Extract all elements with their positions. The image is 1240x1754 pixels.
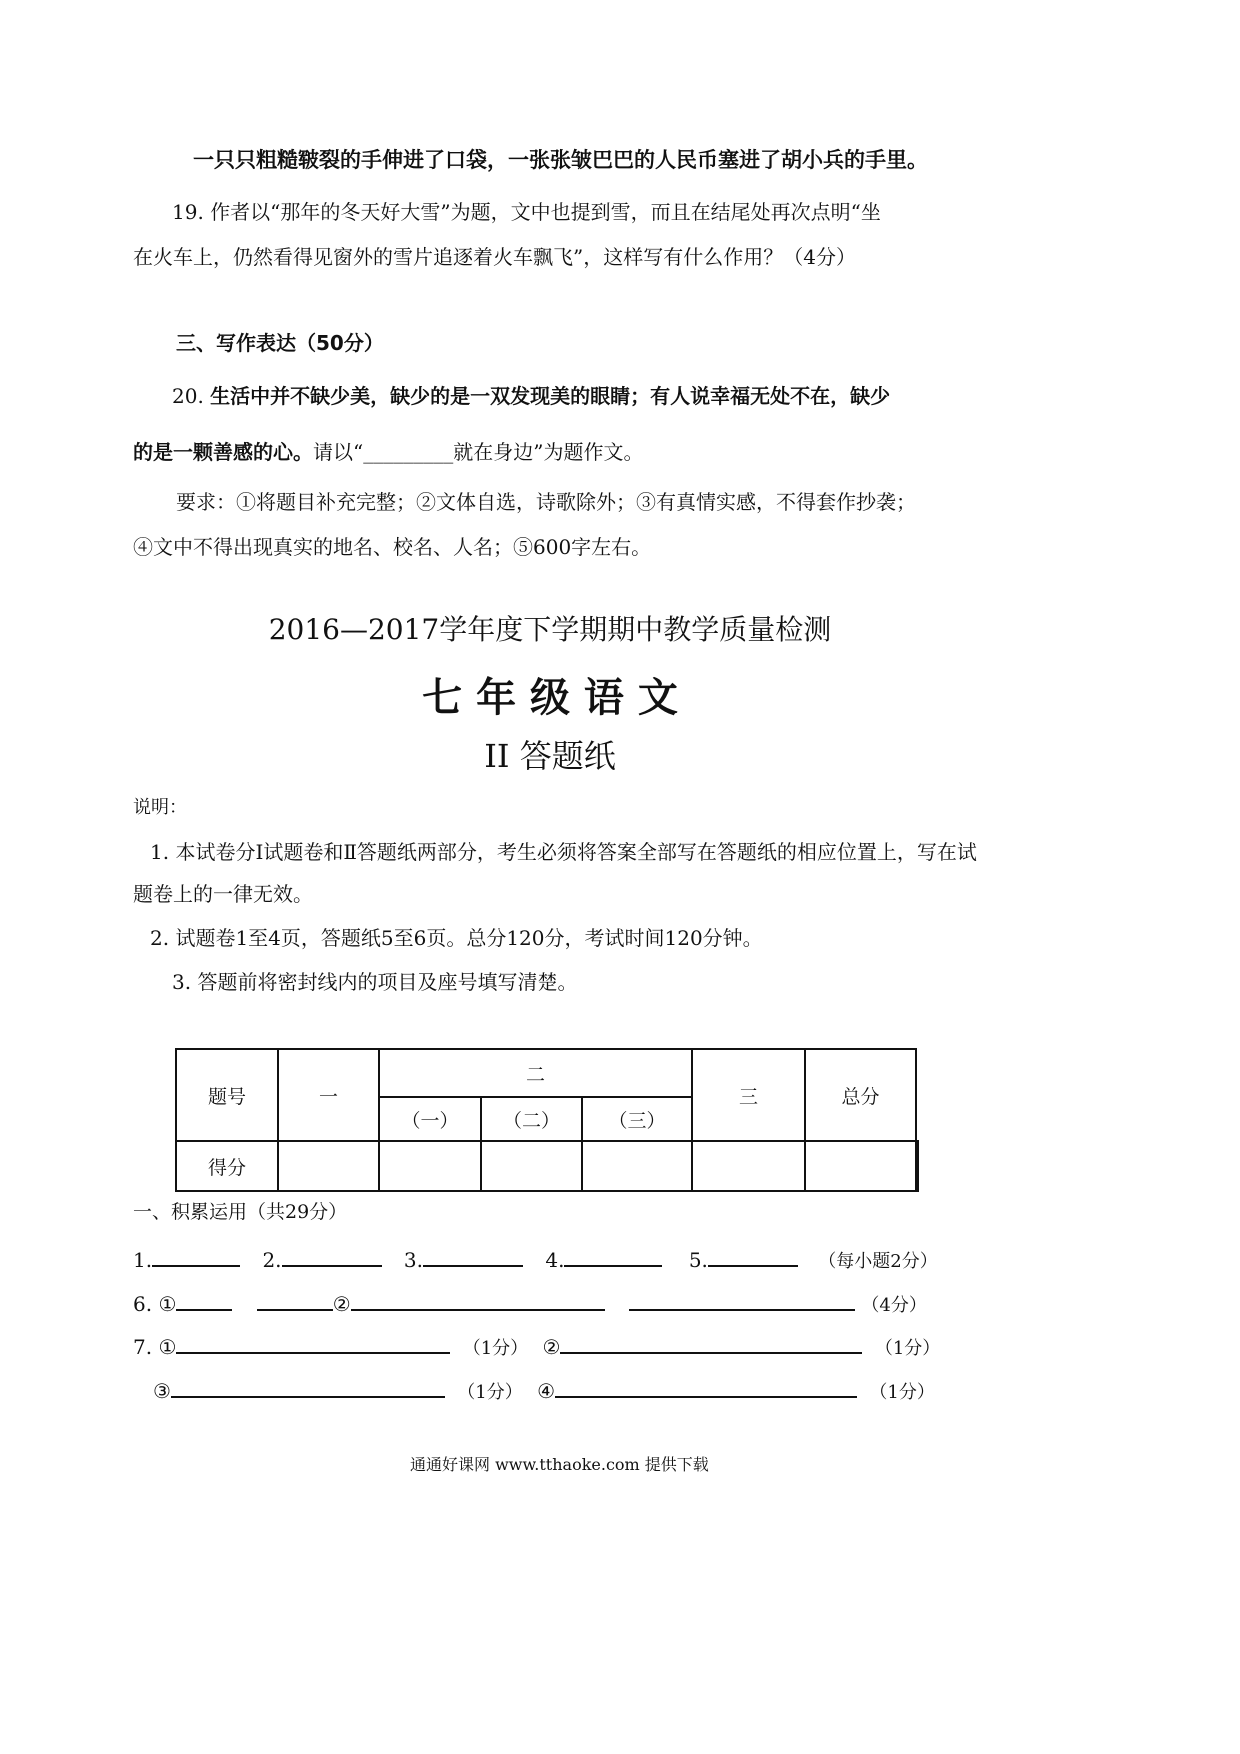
q6-blank-3[interactable] — [351, 1291, 605, 1311]
header-part2-sub3: （三） — [582, 1097, 692, 1141]
q5-blank[interactable] — [708, 1247, 798, 1267]
q7-circle-2: ② — [542, 1335, 561, 1359]
q7-label: 7. ① — [133, 1335, 177, 1359]
q20-line2 — [133, 442, 643, 462]
q7-circle-4: ④ — [537, 1379, 556, 1403]
q2-blank[interactable] — [282, 1247, 382, 1267]
score-cell[interactable] — [379, 1141, 481, 1191]
q20-line1 — [172, 386, 890, 406]
q4-label: 4. — [545, 1248, 565, 1272]
row-defen: 得分 — [176, 1141, 278, 1191]
answer-row-7a — [133, 1334, 940, 1358]
footer: 通通好课网 www.tthaoke.com 提供下载 — [410, 1455, 709, 1474]
header-tihao: 题号 — [176, 1049, 278, 1141]
q4-blank[interactable] — [564, 1247, 662, 1267]
q1-blank[interactable] — [152, 1247, 240, 1267]
passage-end: 一只只粗糙皲裂的手伸进了口袋，一张张皱巴巴的人民币塞进了胡小兵的手里。 — [193, 148, 928, 172]
score-cell[interactable] — [481, 1141, 582, 1191]
points-4: （4分） — [861, 1295, 927, 1316]
header-total: 总分 — [805, 1049, 916, 1141]
note-2: 2. 试题卷1至4页，答题纸5至6页。总分120分，考试时间120分钟。 — [150, 926, 763, 950]
q3-label: 3. — [403, 1248, 423, 1272]
answer-row-7b — [153, 1378, 935, 1402]
q5-label: 5. — [688, 1248, 708, 1272]
requirements-line2: ④文中不得出现真实的地名、校名、人名；⑤600字左右。 — [133, 535, 652, 559]
score-cell[interactable] — [278, 1141, 379, 1191]
q7-circle-3: ③ — [153, 1379, 171, 1403]
score-cell[interactable] — [805, 1141, 916, 1191]
title-sub: II 答题纸 — [484, 737, 616, 775]
q20-num: 20. — [172, 384, 204, 408]
answer-row-6 — [133, 1291, 927, 1315]
note-3: 3. 答题前将密封线内的项目及座号填写清楚。 — [172, 970, 578, 994]
q6-label: 6. ① — [133, 1292, 177, 1316]
header-part2-sub1: （一） — [379, 1097, 481, 1141]
section1-heading: 一、积累运用（共29分） — [133, 1201, 348, 1223]
q7-blank-1[interactable] — [176, 1334, 450, 1354]
q19-line2: 在火车上，仍然看得见窗外的雪片追逐着火车飘飞”，这样写有什么作用？（4分） — [133, 245, 856, 269]
score-cell[interactable] — [692, 1141, 805, 1191]
answer-row-1-5 — [133, 1247, 938, 1271]
q1-label: 1. — [133, 1248, 153, 1272]
requirements-line1: 要求：①将题目补充完整；②文体自选，诗歌除外；③有真情实感，不得套作抄袭； — [176, 490, 916, 514]
points-1: （1分） — [457, 1382, 523, 1403]
notes-label: 说明： — [133, 797, 187, 818]
q6-blank-1[interactable] — [176, 1291, 232, 1311]
header-part3: 三 — [692, 1049, 805, 1141]
q20-text: 生活中并不缺少美，缺少的是一双发现美的眼睛；有人说幸福无处不在，缺少 — [210, 384, 891, 408]
q19-line1: 19. 作者以“那年的冬天好大雪”为题，文中也提到雪，而且在结尾处再次点明“坐 — [172, 200, 881, 224]
note-1b: 题卷上的一律无效。 — [133, 882, 313, 906]
points-each-2: （每小题2分） — [818, 1251, 938, 1272]
section3-heading: 三、写作表达（50分） — [176, 331, 384, 355]
q7-blank-3[interactable] — [171, 1378, 445, 1398]
points-1: （1分） — [462, 1338, 529, 1359]
q7-blank-2[interactable] — [560, 1334, 862, 1354]
title-year: 2016—2017学年度下学期期中教学质量检测 — [268, 613, 832, 646]
score-cell[interactable] — [582, 1141, 692, 1191]
q6-blank-2[interactable] — [257, 1291, 333, 1311]
q6-blank-4[interactable] — [629, 1291, 855, 1311]
q2-label: 2. — [262, 1248, 282, 1272]
title-main: 七 年 级 语 文 — [422, 675, 678, 721]
note-1a: 1. 本试卷分Ⅰ试题卷和Ⅱ答题纸两部分，考生必须将答案全部写在答题纸的相应位置上，写在试 — [150, 840, 977, 864]
points-1: （1分） — [874, 1338, 941, 1359]
header-part1: 一 — [278, 1049, 379, 1141]
header-part2-sub2: （二） — [481, 1097, 582, 1141]
score-cell[interactable] — [916, 1141, 918, 1191]
header-part2: 二 — [379, 1049, 692, 1097]
q7-blank-4[interactable] — [555, 1378, 857, 1398]
q6-circle-2: ② — [332, 1292, 351, 1316]
q3-blank[interactable] — [423, 1247, 523, 1267]
score-table — [175, 1048, 919, 1192]
points-1: （1分） — [869, 1382, 935, 1403]
q20-rest: 请以“_________就在身边”为题作文。 — [313, 440, 644, 464]
q20-bold: 的是一颗善感的心。 — [133, 440, 313, 464]
